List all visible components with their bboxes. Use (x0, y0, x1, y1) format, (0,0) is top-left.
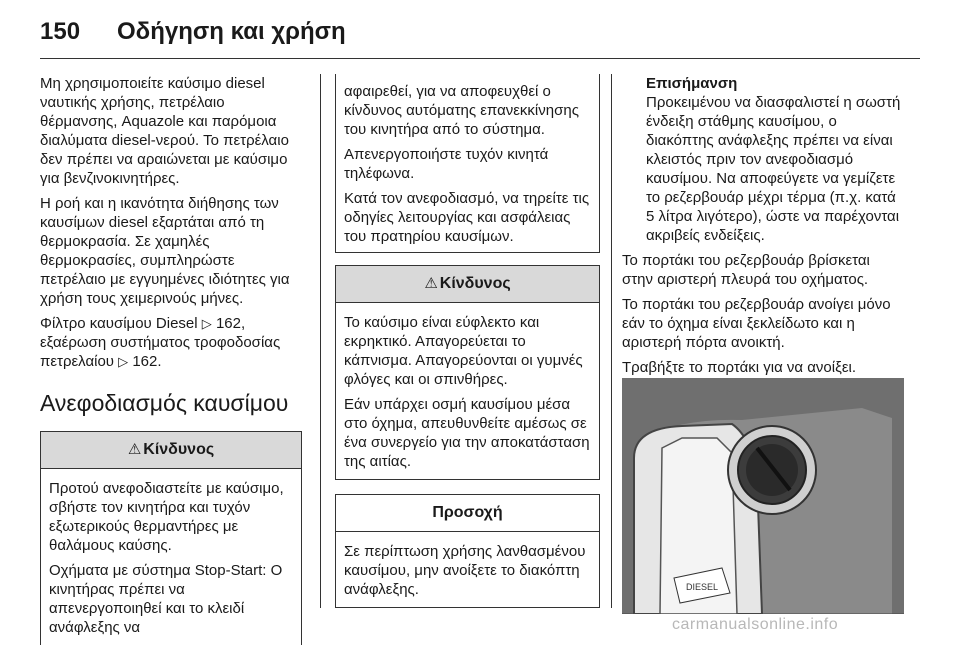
paragraph: Μη χρησιμοποιείτε καύσιμο diesel ναυτικής χρήσης, πετρέλαιο θέρμανσης, Aquazole και παρόμοια διαλύματα diesel-νερού. Το πετρέλαιο δεν πρέπει να αραιώνεται με καύσιμο για βενζινοκινητήρες. (40, 75, 289, 187)
page-ref-link[interactable]: 162 (215, 315, 241, 332)
fuel-filler-illustration (622, 378, 904, 614)
caution-box-body (336, 532, 599, 607)
column-1 (40, 74, 302, 645)
note-body (622, 93, 904, 245)
page-ref-link[interactable]: 162 (132, 353, 158, 370)
paragraph: Η ροή και η ικανότητα διήθησης των καυσίμων diesel εξαρτάται από τη θερμοκρασία. Σε χαμηλές θερμοκρασίες, συμπληρώστε πετρέλαιο με εγγυημένες ιδιότητες για χρήση τους χειμερινούς μήνες. (40, 195, 290, 307)
paragraph: Προτού ανεφοδιαστείτε με καύσιμο, σβήστε τον κινητήρα και τυχόν εξωτερικούς θερμαντήρες με θαλάμους καύσης. (49, 480, 284, 554)
paragraph: Προκειμένου να διασφαλιστεί η σωστή ένδειξη στάθμης καυσίμου, ο διακόπτης ανάφλεξης πρέπει να είναι κλειστός πριν τον ανεφοδιασμό καυσίμου. Να αποφεύγετε να γεμίζετε το ρεζερβουάρ μέχρι τέρμα (π.χ. κατά 5 λίτρα λιγότερο), ώστε να παρέχονται ακριβείς ενδείξεις. (646, 94, 901, 244)
watermark: carmanualsonline.info (672, 616, 839, 633)
caution-box (335, 494, 600, 608)
figure-label: DIESEL (686, 582, 719, 592)
column-2 (335, 74, 600, 608)
page-number: 150 (40, 18, 81, 45)
paragraph: Το πορτάκι του ρεζερβουάρ βρίσκεται στην αριστερή πλευρά του οχήματος. (622, 252, 870, 288)
danger-box (335, 265, 600, 480)
column-3 (622, 74, 904, 383)
danger-box-continued (335, 74, 600, 253)
warning-triangle-icon: ⚠ (127, 441, 142, 458)
paragraph: Το καύσιμο είναι εύφλεκτο και εκρηκτικό. Απαγορεύεται το κάπνισμα. Απαγορεύονται οι γυμνές φλόγες και οι σπινθήρες. (344, 314, 583, 388)
column-divider (320, 74, 321, 608)
column-divider (611, 74, 612, 608)
fuel-filler-flap-figure (622, 378, 904, 614)
caution-box-header: Προσοχή (336, 495, 599, 532)
paragraph: Τραβήξτε το πορτάκι για να ανοίξει. (622, 359, 857, 376)
header-divider (40, 58, 920, 59)
paragraph: Απενεργοποιήστε τυχόν κινητά τηλέφωνα. (344, 146, 549, 182)
page-ref-arrow-icon: ▷ (201, 316, 212, 331)
danger-box-header: ⚠ Κίνδυνος (336, 266, 599, 303)
danger-box-header: ⚠ Κίνδυνος (41, 432, 301, 469)
page-ref-arrow-icon: ▷ (118, 354, 129, 369)
paragraph: Κατά τον ανεφοδιασμό, να τηρείτε τις οδηγίες λειτουργίας και ασφάλειας του πρατηρίου καυσίμων. (344, 190, 590, 245)
page-header (40, 14, 920, 54)
danger-box (40, 431, 302, 645)
paragraph: Σε περίπτωση χρήσης λανθασμένου καυσίμου, μην ανοίξετε το διακόπτη ανάφλεξης. (344, 543, 586, 598)
danger-box-body (41, 469, 301, 645)
paragraph: Εάν υπάρχει οσμή καυσίμου μέσα στο όχημα, απευθυνθείτε αμέσως σε ένα συνεργείο για την αποκατάσταση της αιτίας. (344, 396, 590, 470)
danger-box-body (336, 303, 599, 479)
paragraph-with-refs: Φίλτρο καυσίμου Diesel ▷ 162, εξαέρωση συστήματος τροφοδοσίας πετρελαίου ▷ 162. (40, 315, 281, 370)
page-title: Οδήγηση και χρήση (117, 18, 346, 45)
note-title: Επισήμανση (646, 75, 738, 92)
paragraph: Το πορτάκι του ρεζερβουάρ ανοίγει μόνο εάν το όχημα είναι ξεκλείδωτο και η αριστερή πόρτα ανοικτή. (622, 296, 891, 351)
warning-triangle-icon: ⚠ (424, 275, 438, 292)
section-title: Ανεφοδιασμός καυσίμου (40, 390, 289, 416)
paragraph: Οχήματα με σύστημα Stop-Start: Ο κινητήρας πρέπει να απενεργοποιηθεί και το κλειδί ανάφλεξης να (49, 562, 283, 636)
paragraph: αφαιρεθεί, για να αποφευχθεί ο κίνδυνος αυτόματης επανεκκίνησης του κινητήρα από το σύστημα. (344, 83, 579, 138)
